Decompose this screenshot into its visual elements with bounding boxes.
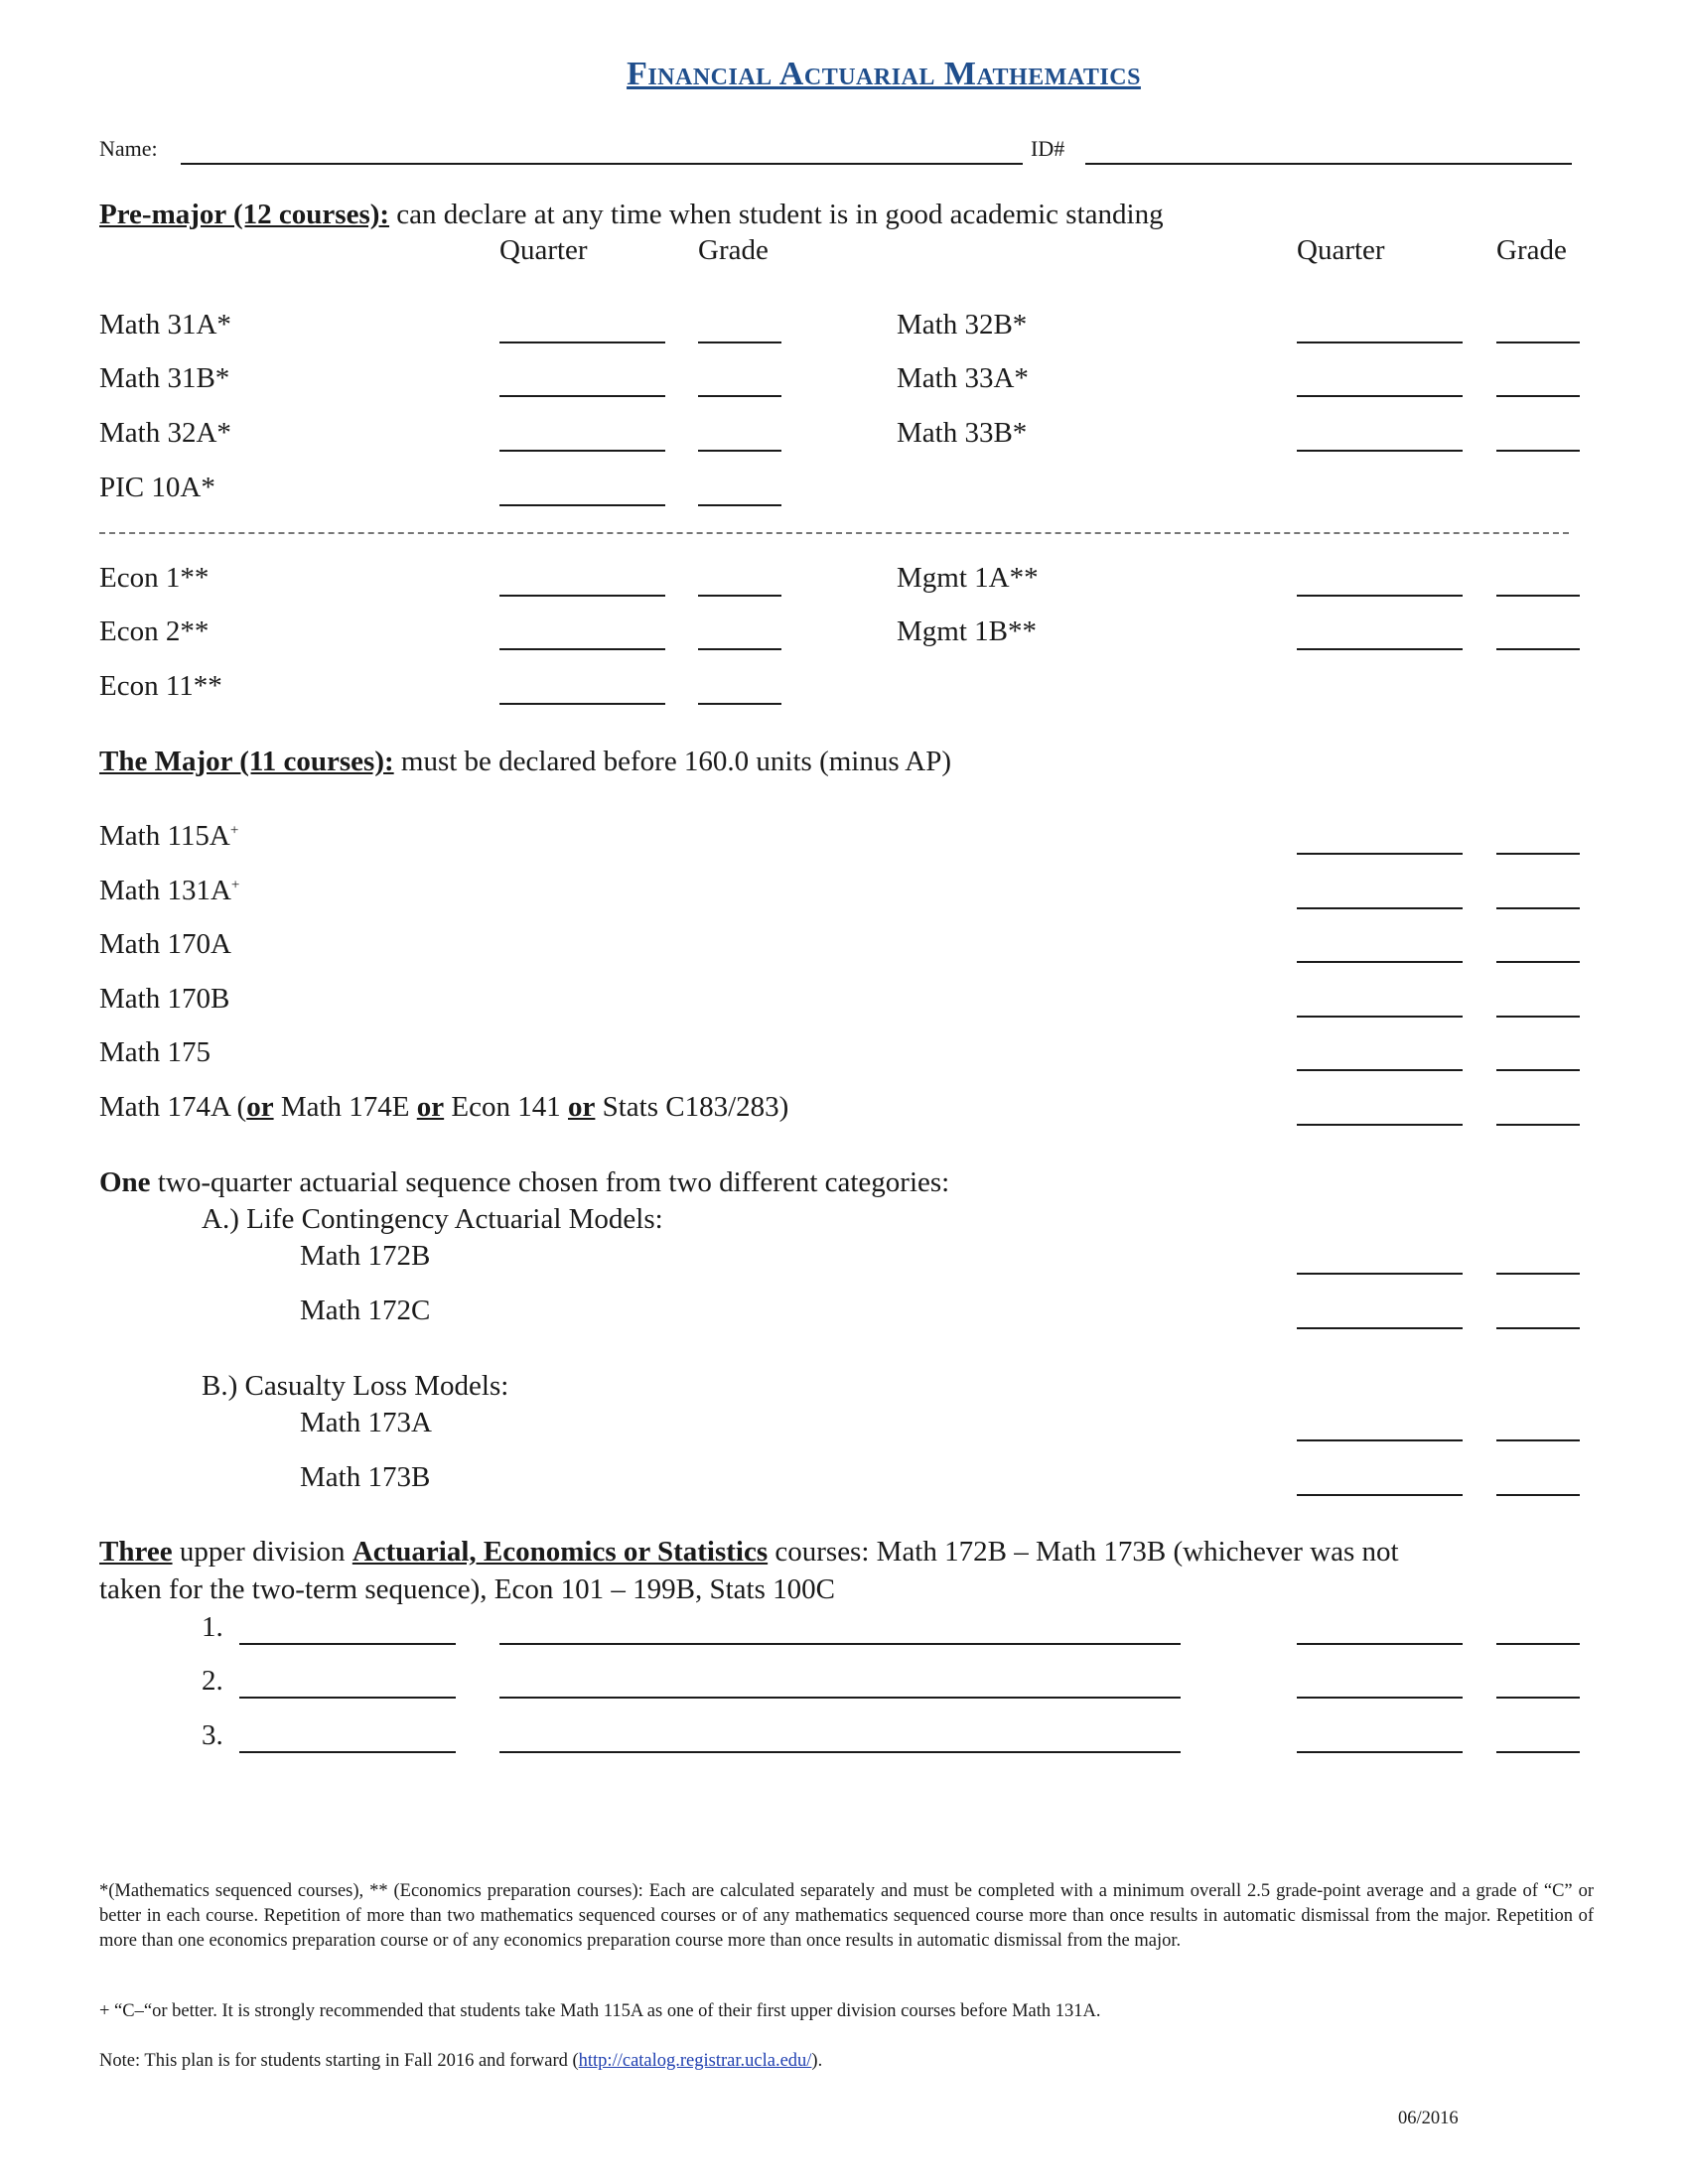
grade-field[interactable] <box>698 703 781 705</box>
course-math32b: Math 32B* <box>897 309 1028 341</box>
footnote-note: Note: This plan is for students starting in Fall 2016 and forward (http://catalog.registrar.ucla.edu/). <box>99 2051 823 2071</box>
id-label: ID# <box>1031 136 1065 161</box>
grade-field[interactable] <box>1496 648 1580 650</box>
course-math131a: Math 131A+ <box>99 875 240 906</box>
quarter-header-left: Quarter <box>499 234 588 266</box>
grade-field[interactable] <box>1496 1439 1580 1441</box>
course-math173a: Math 173A <box>300 1407 432 1438</box>
grade-field[interactable] <box>698 450 781 452</box>
grade-header-left: Grade <box>698 234 769 266</box>
grade-field[interactable] <box>1496 1069 1580 1071</box>
grade-field[interactable] <box>698 648 781 650</box>
grade-field[interactable] <box>1496 1697 1580 1699</box>
name-field[interactable] <box>181 163 1023 165</box>
section-divider <box>99 532 1569 534</box>
grade-field[interactable] <box>1496 1273 1580 1275</box>
quarter-field[interactable] <box>1297 907 1463 909</box>
quarter-field[interactable] <box>1297 1327 1463 1329</box>
premajor-heading-row <box>99 199 1164 231</box>
elective-title-field[interactable] <box>499 1751 1181 1753</box>
grade-field[interactable] <box>1496 1751 1580 1753</box>
upper-division-intro: Three upper division Actuarial, Economics or Statistics courses: Math 172B – Math 173B (whichever was not <box>99 1536 1399 1568</box>
grade-field[interactable] <box>698 504 781 506</box>
quarter-field[interactable] <box>1297 1069 1463 1071</box>
course-econ1: Econ 1** <box>99 562 210 594</box>
quarter-field[interactable] <box>1297 1751 1463 1753</box>
course-econ2: Econ 2** <box>99 615 210 647</box>
elective-course-field[interactable] <box>239 1643 456 1645</box>
footnote-plus: + “C–“or better. It is strongly recommended that students take Math 115A as one of their first upper division courses before Math 131A. <box>99 2001 1101 2021</box>
course-pic10a: PIC 10A* <box>99 472 215 503</box>
grade-field[interactable] <box>1496 450 1580 452</box>
elective-number: 3. <box>202 1719 223 1751</box>
grade-header-right: Grade <box>1496 234 1567 266</box>
course-math115a: Math 115A+ <box>99 820 239 852</box>
quarter-field[interactable] <box>499 595 665 597</box>
quarter-header-right: Quarter <box>1297 234 1385 266</box>
quarter-field[interactable] <box>1297 1494 1463 1496</box>
revision-date: 06/2016 <box>1398 2109 1459 2128</box>
grade-field[interactable] <box>1496 1494 1580 1496</box>
footnote-star: *(Mathematics sequenced courses), ** (Economics preparation courses): Each are calculated separately and must be completed with a minimum overall 2.5 grade-point average and a grade of “C” or better in each course. Repetition of more than two mathematics sequenced courses or of any mathematics sequenced course more than once results in automatic dismissal from the major. Repetition of more than one economics preparation course or of any economics preparation course more than once results in automatic dismissal from the major. <box>99 1881 1594 1951</box>
elective-course-field[interactable] <box>239 1751 456 1753</box>
course-math173b: Math 173B <box>300 1461 431 1493</box>
elective-number: 2. <box>202 1665 223 1697</box>
quarter-field[interactable] <box>1297 853 1463 855</box>
quarter-field[interactable] <box>1297 1016 1463 1018</box>
quarter-field[interactable] <box>1297 341 1463 343</box>
quarter-field[interactable] <box>1297 595 1463 597</box>
page-title: Financial Actuarial Mathematics <box>627 56 1141 92</box>
course-mgmt1a: Mgmt 1A** <box>897 562 1039 594</box>
grade-field[interactable] <box>1496 395 1580 397</box>
quarter-field[interactable] <box>499 395 665 397</box>
course-math175: Math 175 <box>99 1036 211 1068</box>
quarter-field[interactable] <box>1297 395 1463 397</box>
grade-field[interactable] <box>1496 341 1580 343</box>
catalog-link[interactable]: http://catalog.registrar.ucla.edu/ <box>578 2051 812 2071</box>
category-a-label: A.) Life Contingency Actuarial Models: <box>202 1203 663 1235</box>
grade-field[interactable] <box>1496 1016 1580 1018</box>
sequence-intro: One two-quarter actuarial sequence chosen from two different categories: <box>99 1166 950 1198</box>
major-heading-row <box>99 746 951 778</box>
major-note: must be declared before 160.0 units (minus AP) <box>393 746 952 777</box>
quarter-field[interactable] <box>1297 648 1463 650</box>
course-math170a: Math 170A <box>99 928 231 960</box>
quarter-field[interactable] <box>1297 1643 1463 1645</box>
grade-field[interactable] <box>1496 1327 1580 1329</box>
elective-course-field[interactable] <box>239 1697 456 1699</box>
quarter-field[interactable] <box>499 450 665 452</box>
quarter-field[interactable] <box>499 341 665 343</box>
name-label: Name: <box>99 136 158 161</box>
quarter-field[interactable] <box>1297 1124 1463 1126</box>
elective-title-field[interactable] <box>499 1643 1181 1645</box>
premajor-heading: Pre-major (12 courses): <box>99 199 390 230</box>
course-mgmt1b: Mgmt 1B** <box>897 615 1037 647</box>
elective-title-field[interactable] <box>499 1697 1181 1699</box>
quarter-field[interactable] <box>1297 1697 1463 1699</box>
grade-field[interactable] <box>698 395 781 397</box>
grade-field[interactable] <box>1496 961 1580 963</box>
upper-division-intro-line2: taken for the two-term sequence), Econ 101 – 199B, Stats 100C <box>99 1573 835 1605</box>
course-math31a: Math 31A* <box>99 309 231 341</box>
grade-field[interactable] <box>698 341 781 343</box>
grade-field[interactable] <box>1496 595 1580 597</box>
course-math32a: Math 32A* <box>99 417 231 449</box>
course-math174a-alternatives: Math 174A (or Math 174E or Econ 141 or Stats C183/283) <box>99 1091 789 1123</box>
quarter-field[interactable] <box>1297 450 1463 452</box>
premajor-note: can declare at any time when student is in good academic standing <box>389 199 1164 230</box>
grade-field[interactable] <box>1496 1124 1580 1126</box>
grade-field[interactable] <box>1496 907 1580 909</box>
quarter-field[interactable] <box>499 648 665 650</box>
course-math33a: Math 33A* <box>897 362 1029 394</box>
quarter-field[interactable] <box>1297 1273 1463 1275</box>
quarter-field[interactable] <box>499 703 665 705</box>
course-econ11: Econ 11** <box>99 670 222 702</box>
grade-field[interactable] <box>1496 1643 1580 1645</box>
quarter-field[interactable] <box>499 504 665 506</box>
course-math172c: Math 172C <box>300 1295 431 1326</box>
elective-number: 1. <box>202 1611 223 1643</box>
major-heading: The Major (11 courses): <box>99 746 394 777</box>
quarter-field[interactable] <box>1297 961 1463 963</box>
grade-field[interactable] <box>698 595 781 597</box>
id-field[interactable] <box>1085 163 1572 165</box>
course-math31b: Math 31B* <box>99 362 230 394</box>
course-math33b: Math 33B* <box>897 417 1028 449</box>
category-b-label: B.) Casualty Loss Models: <box>202 1370 509 1402</box>
quarter-field[interactable] <box>1297 1439 1463 1441</box>
grade-field[interactable] <box>1496 853 1580 855</box>
course-math172b: Math 172B <box>300 1240 431 1272</box>
course-math170b: Math 170B <box>99 983 230 1015</box>
